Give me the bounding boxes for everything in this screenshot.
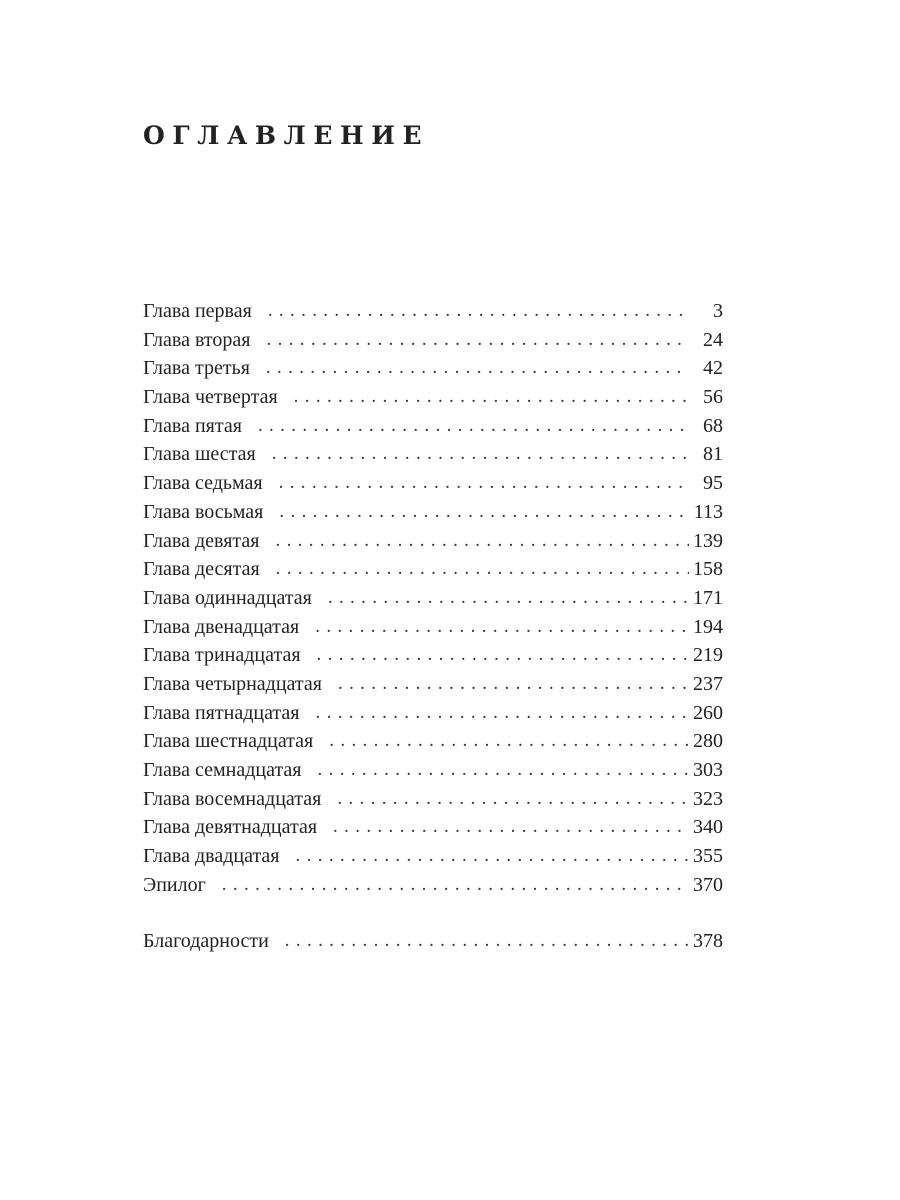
toc-entry-label: Глава седьмая — [143, 472, 263, 495]
toc-entry-page: 303 — [693, 759, 723, 781]
dot-leader — [294, 383, 689, 412]
toc-entry-page: 3 — [713, 300, 723, 322]
toc-entry — [143, 354, 723, 383]
toc-entry-label: Глава двенадцатая — [143, 615, 300, 638]
dot-leader — [328, 584, 689, 613]
toc-entry-label: Эпилог — [143, 873, 206, 896]
dot-leader — [266, 326, 689, 355]
toc-entry — [143, 498, 723, 527]
toc-entry-label: Глава пятая — [143, 414, 242, 437]
toc-entry-page: 280 — [693, 730, 723, 753]
toc-entry-label: Глава одиннадцатая — [143, 586, 312, 609]
toc-entry-label: Глава шестая — [143, 443, 256, 466]
toc-entry — [143, 699, 723, 728]
toc-entry-epilogue — [143, 871, 723, 900]
dot-leader — [316, 699, 690, 728]
toc-entry — [143, 584, 723, 613]
toc-entry-label: Глава девятая — [143, 529, 260, 552]
toc-entry-page: 158 — [693, 558, 723, 581]
toc-entry — [143, 785, 723, 814]
toc-entry-label: Глава вторая — [143, 328, 251, 351]
toc-entry-label: Глава четвертая — [143, 386, 278, 409]
dot-leader — [318, 756, 689, 785]
toc-entry-label: Глава тринадцатая — [143, 644, 301, 667]
toc-entry-label: Глава третья — [143, 357, 250, 380]
toc-entry-page: 194 — [693, 615, 723, 638]
toc-entry-page: 68 — [703, 414, 723, 437]
toc-entry — [143, 412, 723, 441]
dot-leader — [272, 440, 689, 469]
toc-entry — [143, 641, 723, 670]
toc-entry-page: 340 — [693, 816, 723, 839]
toc-entry — [143, 297, 723, 326]
toc-entry-label: Глава восемнадцатая — [143, 787, 322, 810]
toc-entry-label: Глава шестнадцатая — [143, 730, 314, 753]
page-title: ОГЛАВЛЕНИЕ — [143, 121, 430, 150]
toc-entry-page: 219 — [693, 644, 723, 667]
dot-leader — [329, 727, 689, 756]
toc-entry-page: 24 — [703, 328, 723, 351]
table-of-contents — [143, 297, 723, 956]
toc-entry-label: Глава первая — [143, 300, 252, 322]
toc-entry — [143, 555, 723, 584]
toc-entry-page: 171 — [693, 586, 723, 609]
toc-entry — [143, 727, 723, 756]
toc-entry-page: 81 — [703, 443, 723, 466]
dot-leader — [285, 927, 689, 956]
dot-leader — [268, 297, 689, 326]
dot-leader — [317, 641, 689, 670]
toc-entry-page: 42 — [703, 357, 723, 380]
dot-leader — [337, 785, 689, 814]
toc-entry-page: 370 — [693, 873, 723, 896]
dot-leader — [315, 613, 689, 642]
toc-entry — [143, 383, 723, 412]
dot-leader — [338, 670, 689, 699]
toc-entry — [143, 527, 723, 556]
toc-entry — [143, 842, 723, 871]
toc-entry — [143, 469, 723, 498]
toc-entry-label: Глава четырнадцатая — [143, 672, 322, 695]
dot-leader — [275, 527, 689, 556]
toc-entry — [143, 613, 723, 642]
dot-leader — [266, 354, 689, 383]
toc-entry-page: 355 — [693, 845, 723, 868]
toc-entry-page: 139 — [693, 529, 723, 552]
toc-entry-page: 378 — [693, 930, 723, 953]
dot-leader — [279, 498, 689, 527]
toc-entry — [143, 440, 723, 469]
toc-entry-page: 323 — [693, 787, 723, 810]
toc-entry-label: Глава семнадцатая — [143, 759, 302, 781]
toc-entry-page: 237 — [693, 672, 723, 695]
toc-entry-label: Глава девятнадцатая — [143, 816, 318, 839]
toc-entry-page: 56 — [703, 386, 723, 409]
toc-entry-page: 95 — [703, 472, 723, 495]
toc-entry-label: Глава десятая — [143, 558, 260, 581]
toc-entry-page: 260 — [693, 701, 723, 724]
toc-entry — [143, 756, 723, 785]
toc-entry-label: Глава восьмая — [143, 500, 264, 523]
toc-entry — [143, 813, 723, 842]
toc-entry — [143, 326, 723, 355]
toc-entry-label: Благодарности — [143, 930, 269, 953]
toc-entry-page: 113 — [693, 500, 723, 523]
toc-entry-acknowledgements — [143, 927, 723, 956]
toc-entry-label: Глава пятнадцатая — [143, 701, 300, 724]
dot-leader — [296, 842, 689, 871]
toc-entry-label: Глава двадцатая — [143, 845, 280, 868]
dot-leader — [258, 412, 689, 441]
dot-leader — [279, 469, 689, 498]
dot-leader — [276, 555, 689, 584]
dot-leader — [333, 813, 689, 842]
dot-leader — [222, 871, 689, 900]
toc-entry — [143, 670, 723, 699]
